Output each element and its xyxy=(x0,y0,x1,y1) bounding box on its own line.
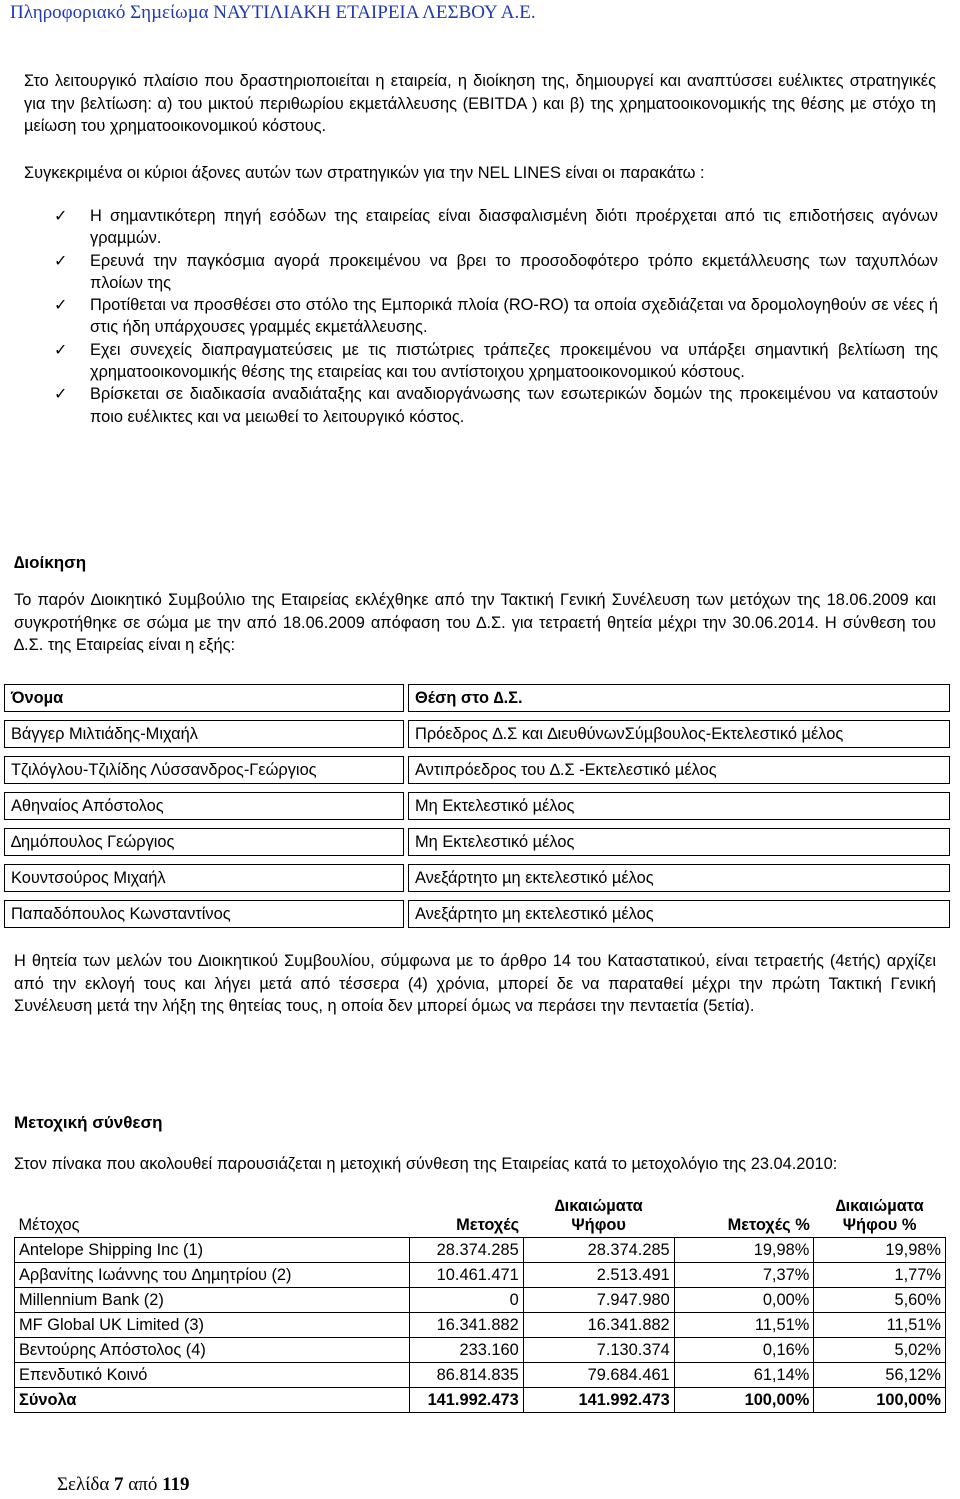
board-member-role: Ανεξάρτητο µη εκτελεστικό µέλος xyxy=(408,864,950,892)
table-total-row: Σύνολα 141.992.473 141.992.473 100,00% 100,00% xyxy=(15,1388,946,1413)
table-row xyxy=(4,828,950,856)
table-row: Millennium Bank (2) 0 7.947.980 0,00% 5,60% xyxy=(15,1288,946,1313)
checkmark-icon: ✓ xyxy=(54,384,68,404)
column-header: Μετοχές xyxy=(410,1196,524,1238)
column-header: Μέτοχος xyxy=(15,1196,410,1238)
checkmark-icon: ✓ xyxy=(54,250,68,270)
board-member-name: Παπαδόπουλος Κωνσταντίνος xyxy=(4,900,404,928)
table-row xyxy=(4,720,950,748)
board-member-role: Μη Εκτελεστικό µέλος xyxy=(408,828,950,856)
table-row: Αρβανίτης Ιωάννης του ∆ηµητρίου (2) 10.461.471 2.513.491 7,37% 1,77% xyxy=(15,1263,946,1288)
intro-paragraph-1: Στο λειτουργικό πλαίσιο που δραστηριοποιείται η εταιρεία, η διοίκηση της, δηµιουργεί και αναπτύσσει ευέλικτες στρατηγικές για την βελτίωση: α) του µικτού περιθωρίου εκµετάλλευσης (EBITDA ) και β) της χρηµατοοικονοµικής της θέσης µε στόχο τη µείωση του χρηµατοοικονοµικού κόστους. xyxy=(24,72,936,135)
column-header: ∆ικαιώµατα Ψήφου % xyxy=(814,1196,946,1238)
management-paragraph: Το παρόν ∆ιοικητικό Συµβούλιο της Εταιρείας εκλέχθηκε από την Τακτική Γενική Συνέλευση των µετόχων της 18.06.2009 και συγκροτήθηκε σε σώµα µε την από 18.06.2009 απόφαση του ∆.Σ. για τετραετή θητεία µέχρι την 30.06.2014. Η σύνθεση του ∆.Σ. της Εταιρείας είναι η εξής: xyxy=(14,591,936,654)
list-item: ✓ Ερευνά την παγκόσµια αγορά προκειµένου να βρει το προσοδοφότερο τρόπο εκµετάλλευσης των ταχυπλόων πλοίων της xyxy=(54,250,938,292)
board-table xyxy=(4,676,950,936)
board-header-name: Όνοµα xyxy=(4,684,404,712)
shareholding-paragraph: Στον πίνακα που ακολουθεί παρουσιάζεται η µετοχική σύνθεση της Εταιρείας κατά το µετοχολόγιο της 23.04.2010: xyxy=(14,1155,838,1173)
board-member-name: Κουντσούρος Μιχαήλ xyxy=(4,864,404,892)
shareholding-table xyxy=(14,1196,946,1413)
table-row xyxy=(4,864,950,892)
page-footer: Σελίδα 7 από 119 xyxy=(57,1474,190,1495)
table-row: MF Global UK Limited (3) 16.341.882 16.341.882 11,51% 11,51% xyxy=(15,1313,946,1338)
table-row xyxy=(4,756,950,784)
column-header: ∆ικαιώµατα Ψήφου xyxy=(523,1196,674,1238)
table-header-row xyxy=(15,1196,946,1238)
intro-paragraph-2: Συγκεκριµένα οι κύριοι άξονες αυτών των στρατηγικών για την NEL LINES είναι οι παρακάτω : xyxy=(24,164,705,182)
board-member-role: Αντιπρόεδρος του ∆.Σ -Εκτελεστικό µέλος xyxy=(408,756,950,784)
list-item: ✓ Βρίσκεται σε διαδικασία αναδιάταξης και αναδιοργάνωσης των εσωτερικών δοµών της προκειµένου να καταστούν ποιο ευέλικτες και να µειωθεί το λειτουργικό κόστος. xyxy=(54,384,938,426)
shareholding-heading: Μετοχική σύνθεση xyxy=(14,1113,163,1132)
board-term-paragraph: Η θητεία των µελών του ∆ιοικητικού Συµβουλίου, σύµφωνα µε το άρθρο 14 του Καταστατικού, είναι τετραετής (4ετής) αρχίζει από την εκλογή τους και λήγει µετά από τέσσερα (4) χρόνια, µπορεί δε να παραταθεί µέχρι την πρώτη Τακτική Γενική Συνέλευση µετά την λήξη της θητείας τους, η οποία δεν µπορεί όµως να περάσει την πενταετία (5ετία). xyxy=(14,952,936,1015)
document-header: Πληροφοριακό Σηµείωµα ΝΑΥΤΙΛΙΑΚΗ ΕΤΑΙΡΕΙΑ ΛΕΣΒΟΥ Α.Ε. xyxy=(10,2,536,23)
page-number: 7 xyxy=(114,1474,124,1495)
checkmark-icon: ✓ xyxy=(54,339,68,359)
board-member-role: Μη Εκτελεστικό µέλος xyxy=(408,792,950,820)
table-row: Επενδυτικό Κοινό 86.814.835 79.684.461 61,14% 56,12% xyxy=(15,1363,946,1388)
checkmark-icon: ✓ xyxy=(54,206,68,225)
list-item: ✓ Προτίθεται να προσθέσει στο στόλο της Εµπορικά πλοία (RO-RO) τα οποία σχεδιάζεται να δροµολογηθούν σε νέες ή στις ήδη υπάρχουσες γραµµές εκµετάλλευσης. xyxy=(54,295,938,337)
list-item: ✓ Εχει συνεχείς διαπραγµατεύσεις µε τις πιστώτριες τράπεζες προκειµένου να υπάρξει σηµαντική βελτίωση της χρηµατοοικονοµικής θέσης της εταιρείας και του αντίστοιχου χρηµατοοικονοµικού κόστους. xyxy=(54,339,938,382)
table-row xyxy=(4,900,950,928)
page-total: 119 xyxy=(162,1474,190,1495)
board-member-name: ∆ηµόπουλος Γεώργιος xyxy=(4,828,404,856)
checkmark-icon: ✓ xyxy=(54,295,68,315)
management-heading: ∆ιοίκηση xyxy=(14,553,87,572)
board-member-name: Βάγγερ Μιλτιάδης-Μιχαήλ xyxy=(4,720,404,748)
board-member-role: Ανεξάρτητο µη εκτελεστικό µέλος xyxy=(408,900,950,928)
board-header-role: Θέση στο ∆.Σ. xyxy=(408,684,950,712)
list-item: ✓ Η σηµαντικότερη πηγή εσόδων της εταιρείας είναι διασφαλισµένη διότι προέρχεται από τις επιδοτήσεις αγόνων γραµµών. xyxy=(54,206,938,248)
board-member-name: Τζιλόγλου-Τζιλίδης Λύσσανδρος-Γεώργιος xyxy=(4,756,404,784)
strategy-bullet-list xyxy=(24,205,938,428)
table-row xyxy=(4,792,950,820)
table-row xyxy=(4,684,950,712)
table-row: Βεντούρης Απόστολος (4) 233.160 7.130.374 0,16% 5,02% xyxy=(15,1338,946,1363)
board-member-name: Αθηναίος Απόστολος xyxy=(4,792,404,820)
column-header: Μετοχές % xyxy=(674,1196,814,1238)
board-member-role: Πρόεδρος ∆.Σ και ∆ιευθύνωνΣύµβουλος-Εκτελεστικό µέλος xyxy=(408,720,950,748)
table-row: Antelope Shipping Inc (1) 28.374.285 28.374.285 19,98% 19,98% xyxy=(15,1238,946,1263)
